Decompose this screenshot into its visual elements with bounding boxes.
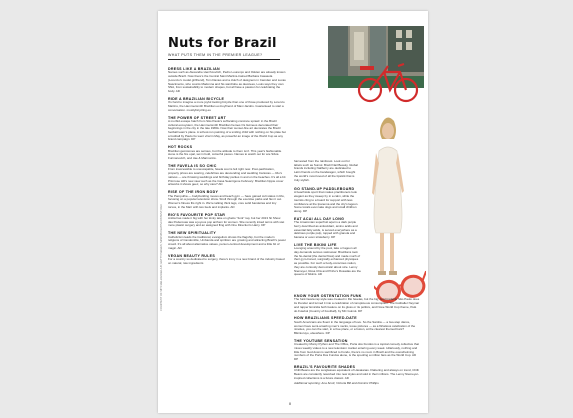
section-heading: HOT ROCKS: [168, 145, 193, 150]
section-heading: GO STAND-UP PADDLEBOARD: [294, 187, 355, 191]
right-column-upper: [294, 187, 362, 277]
section-heading: THE FAVELA IS SO CHIC: [168, 164, 217, 169]
section-body: Chilli Beans are the sunglasses equivalent of Havaianas. Flattering and always on trend, Chilli Beans are constantly reworked into new styles and sold in their millions. The Lenny Niemeyer-inspired collections is a future classic. AD: [294, 368, 420, 380]
left-column: [168, 67, 286, 265]
right-column-lower: [294, 294, 420, 386]
section-heading: THE POWER OF STREET ART: [168, 115, 227, 120]
section-heading: THE NEW SPIRITUALITY: [168, 231, 217, 236]
section-heading: RISE OF THE IRON BODY: [168, 190, 219, 195]
section-body: Lounging around by the pool, lake or lagoon all day demands serious swimwear. Brazilians took the fio-dental (the dental floss) and made much of their gym-honed, surgically enhanced physiques as possible. For such a body-conscious nation, they are curiously democratic about size. Lenny Niemeyer, Rosa Chá and Pinho's Rosadas are the queens of bikinis. AD: [294, 246, 361, 277]
section-heading: RIO'S FAVOURITE POP STAR: [168, 212, 226, 217]
section-body: The funk favela rap style was created in Rio favelas, but the big, bold tradable São Paulo does its thunder and turned it into a celebration of conspicuous consumption. The footballer Neymar and rapper Emicida both feature on its gloss or its politics, and Nove World Cup theme, Pelé do Futebol (Country of Football), by MC Guimê. DP: [294, 297, 420, 313]
title-rule: [168, 59, 280, 60]
continued-text: harvested from the rainforest. Look out for labels such as Sumol. Brazil Nail Beauty, Global brands including Nailberry are dedicated to Latin friends on the bandwagon, which bought the world's most loved of all the lipstick that is truly stylish.: [294, 159, 358, 182]
section-heading: RIDE A BRAZILIAN BICYCLE: [168, 96, 225, 101]
section-heading: HOW BRAZILIANS SPEED-DATE: [294, 316, 357, 321]
section-body: South Americans are fluent in the language of love. So the Samba — a two-step dance, women have semi-amazing men's necks, loose pictures — as a flirtatious celebration of the nineties, you can the start, in a free place, or a fusion, at the clearest themed bars? Bikiniuruyo, elsewhere. DP: [294, 319, 416, 335]
section-heading: LIVE THE BIKINI LIFE: [294, 242, 337, 247]
page-title: Nuts for Brazil: [168, 36, 277, 51]
section-body: The Pampulha — bodybuilding moves and beach gym — have gained cult status in Rio, focusing on a popular television show. Stroll through the exercise parks and flex it out. Women's fitness fits right in. We're talking thick legs, core solid bandeiras and tiny torsos, in the Marr with two feels and implants. AD: [168, 193, 285, 209]
section-body: Created by Monty Python and The Office, Porta dos Fundos is a topical comedy collective that mixes weekly videos to a new television market entering every week. Hilariously, nothing and little from God down is sacrificed to Fundo, there's no room in Brazil and the overwhelming numbers of the Porta Dos Fundos alone, is the spoofing a million fans as the World Cup. AD DP: [294, 342, 419, 362]
section-body: Brazilian gemstones are serious, but the attitude to them isn't. This year's fashionable stone is the fire opal, set in bold, colourful pieces. Names to watch out for are Silvia Furmanovich, and Jae & Marmontrè.: [168, 148, 282, 161]
page-number: II: [289, 401, 292, 406]
section-heading: THE YOUTUBE SENSATION: [294, 338, 348, 343]
section-body: A beachside sport that makes practitioners look elegant as they sweep by in a calm, while the tourists cling to a board for support with less confidence at the Ipanema and the city's lagoon. Some locals even take dogs and small children along. DP: [294, 190, 359, 213]
section-body: For a country so dedicated to surgery, there's irony in a new brand of the industry based on natural, raw ingredients: [168, 257, 285, 265]
credits-line: Additional reporting: Ana Scott, Victoria Bill and Dominic Phillips: [294, 381, 379, 386]
section-body: Catholicism leads the traditional, evangelism shows the flagship, but the modern religions of Candomblé, Umbanda and spiritism are growing and attracting Brazil's power crowd. It's all about alternative values, person-centred development and a little bit of magic. AD: [168, 234, 286, 250]
section-heading: VEGAN BEAUTY RULES: [168, 253, 216, 258]
section-heading: DRESS LIKE A BRAZILIAN: [168, 67, 220, 71]
section-body: A morbid escape hatch from São Paulo's suffocating concrete sprawl: in the Brazil cultural ecosystem, the Hammersmith Brazilian heroes Os Gêmeos decorated their beginnings in the city in the late 1980s. Now their sunset-fine art decorates the Brazil football team's plane. A school-run painting of a smiling child with nothing on his plate but a football by Paulo Ito went viral in May, as powerful an image of the World Cup as any brand campaign. DP: [168, 118, 286, 142]
street-bicycle-photo: [298, 26, 424, 106]
magazine-page: [158, 11, 428, 413]
section-body: It's hard to imagine a more joyful looking bicycle than one of those produced by Lorenzo Martins, the Hammersmith Brazilian ex-boyfriend of Maxi Jacobs. Guaranteed to start a conversation. mostlybicycling.eu: [168, 100, 285, 112]
page-subtitle: WHAT PUTS THEM IN THE PREMIER LEAGUE?: [168, 53, 263, 57]
section-heading: BRAZIL'S FAVOURITE SHADES: [294, 364, 356, 369]
section-heading: KNOW YOUR OSTENTATION FUNK: [294, 294, 362, 298]
woman-in-white-dress-photo: [364, 113, 410, 281]
section-body: From inaccessible to unescapable, favela cool is felt right now. Post-pacification, property prices are soaring, celebrities are descending and wedding Cariocas — Rio's natives — are throwing weddings and birthday parties in and on the beaches. It's all a bit Primrose Hill's new view such as the Casa Seanrigone February: Brazilian hippie cover artworks it shows geez, so why care? AD: [168, 167, 286, 187]
section-body: The Amazonian superfruit açaí is a dark purple berry described as antioxidant, amino acids and essential fatty acids, is served everywhere as a delicious purple pulp, topped with granola and banana or even strawberry. DP: [294, 220, 358, 240]
section-body: Anitta has made it big with her kinky take on ghetto "funk" rap, but her 2013 hit Show das Poderosas was a joyous pop anthem for women. She recently inked terms with stet more plastic surgery and an assigned fling with One Direction's Harry. DP: [168, 215, 285, 228]
section-body: Names such as Alexandre Herchcovitch, Pedro Lourenço and Osklen are already known outside Brazil. Now there's the Central Saint Martins-trained Barbara Casasola (Lorenzo's model girlfriend), Tom Davies and a clutch of designers in Camden and Lucas Nascimento, who counts Madonna and his wardrobe as devotees, Louis says they own SNA, from sustainability to modern shapes, but all have a passion for celebrating the body. AD: [168, 70, 286, 93]
section-heading: EAT ACAI ALL DAY LONG: [294, 216, 345, 221]
photo-credits: COURTESY OF MITCHELL/ANGELA B; GETTY IMAGES; NEWSPIX/LATINCONTENT; REX: [160, 204, 163, 311]
